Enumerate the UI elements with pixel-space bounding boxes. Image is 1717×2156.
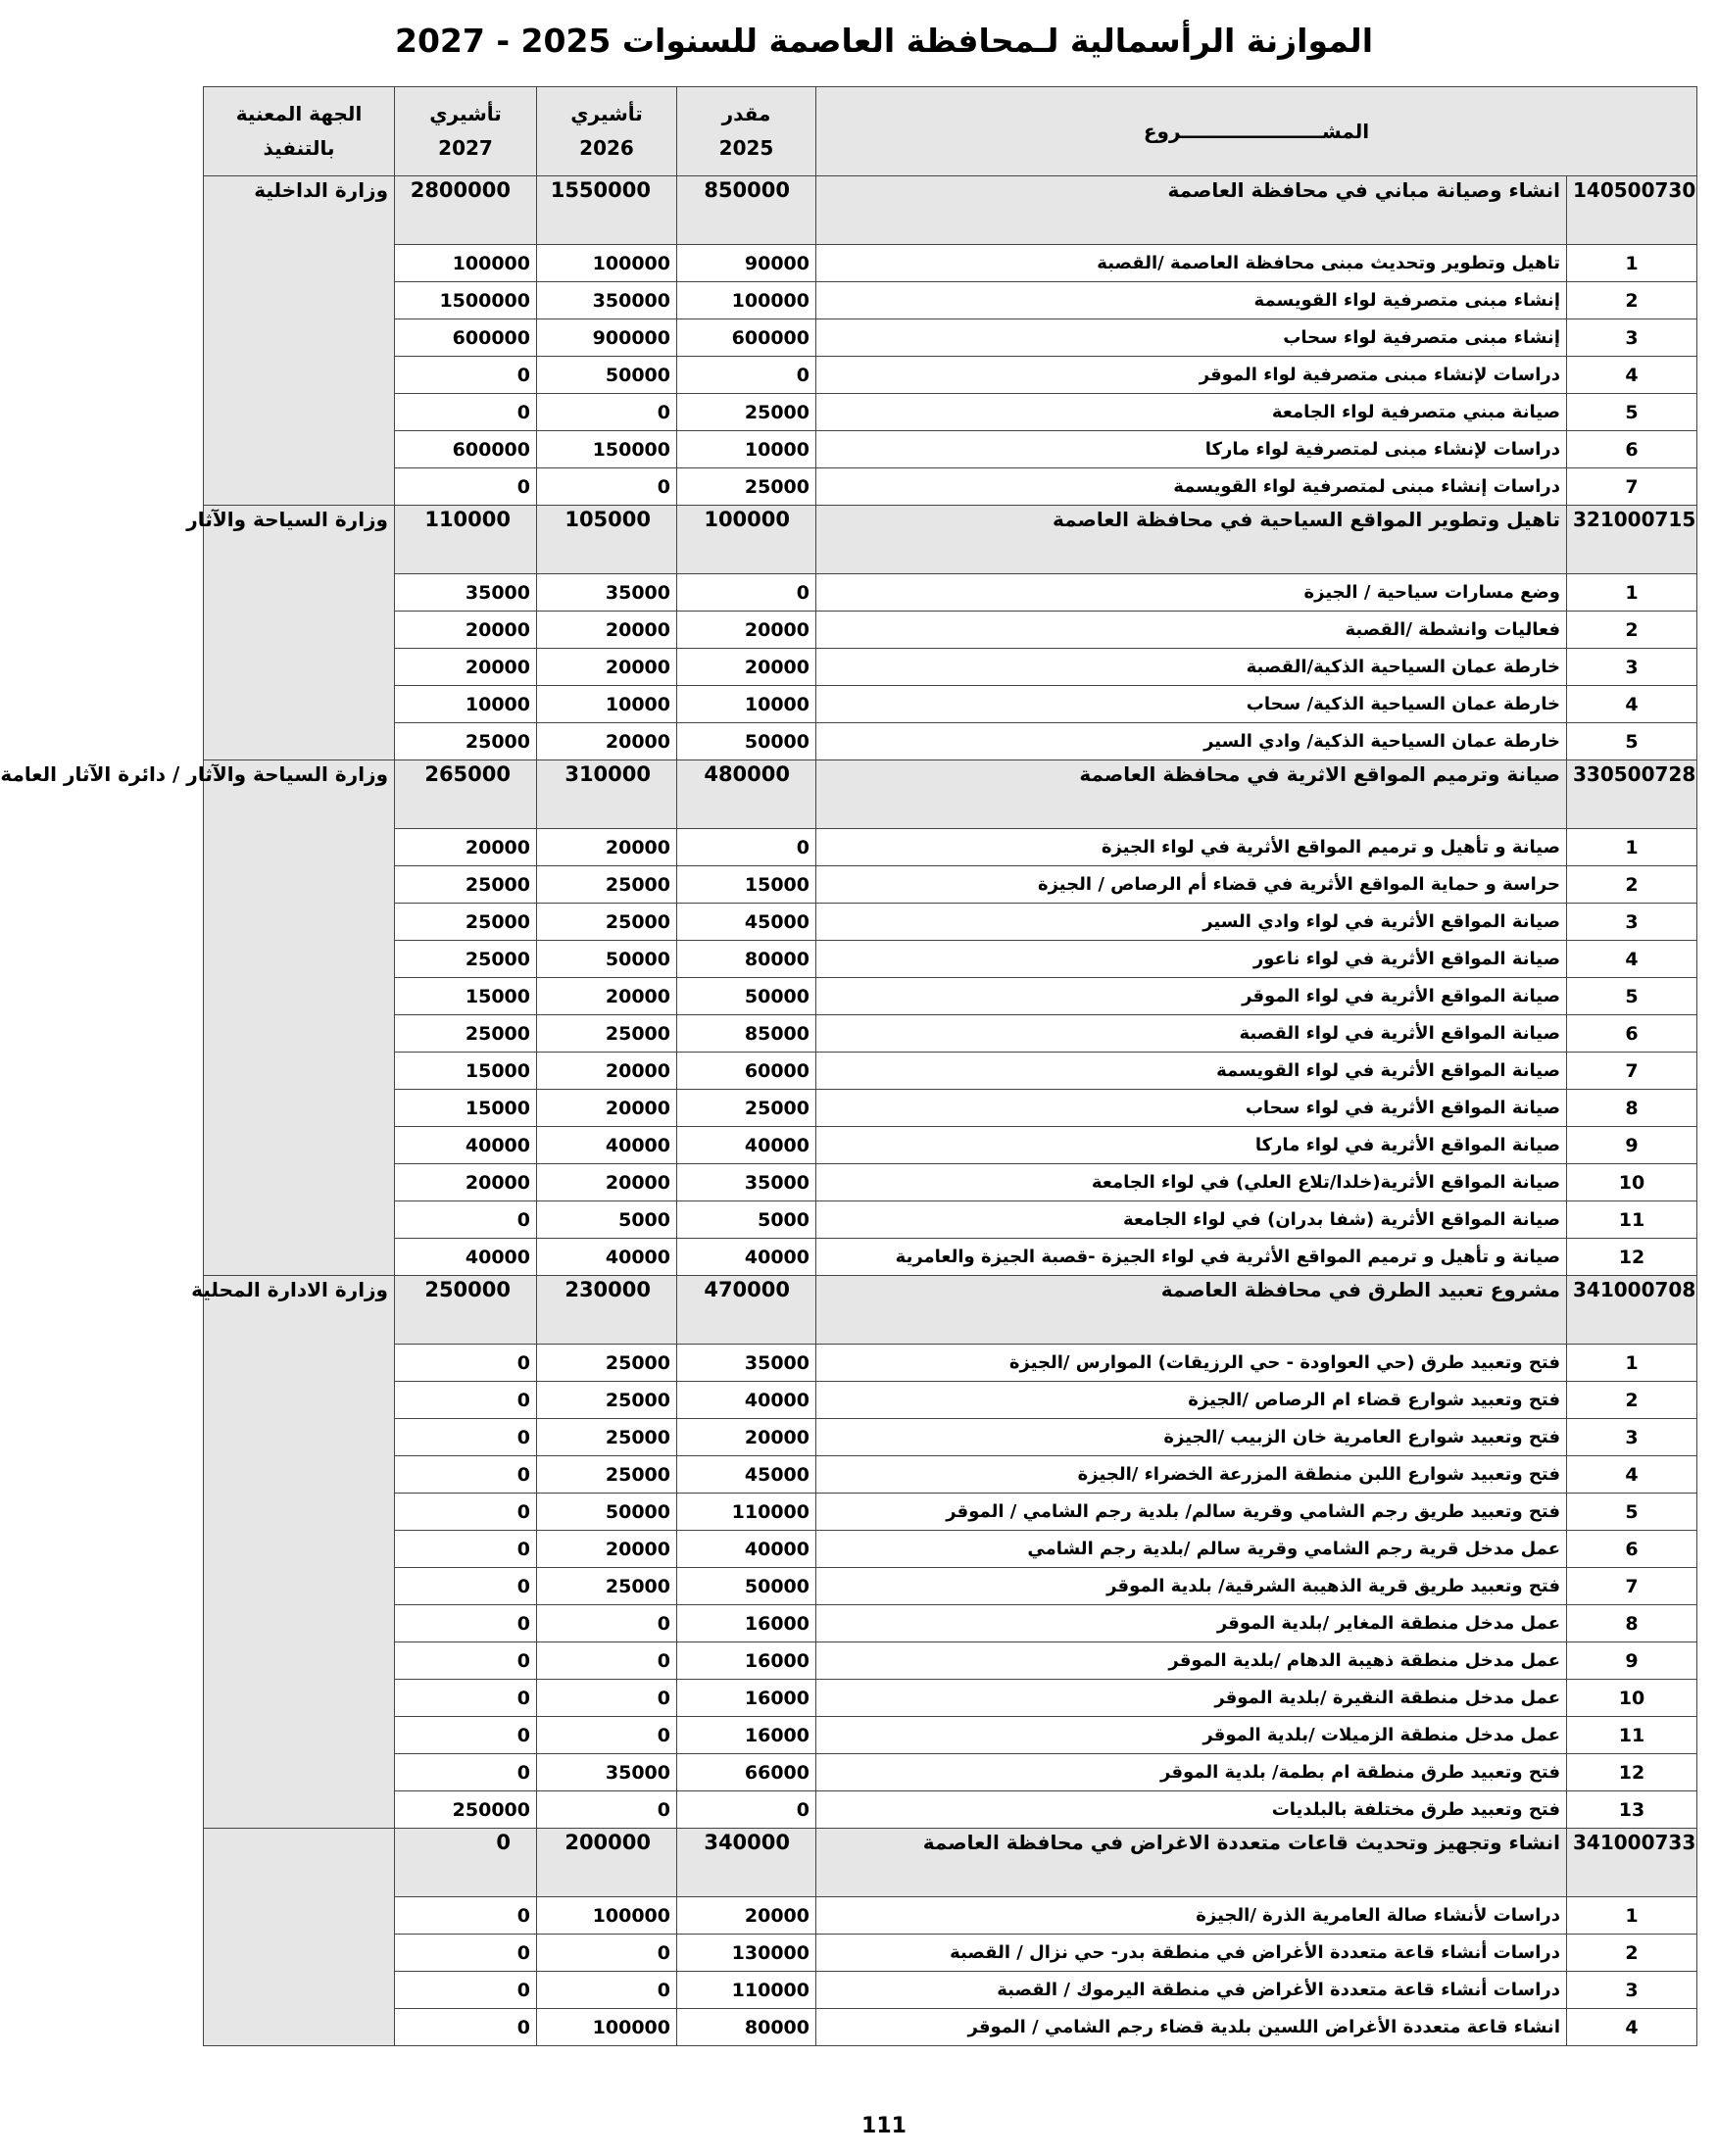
project-y2025: 470000 (677, 1276, 816, 1345)
item-name: صيانة المواقع الأثرية في لواء الموقر (816, 978, 1567, 1015)
item-row (204, 245, 1697, 282)
item-y2026: 35000 (537, 574, 677, 612)
item-number: 1 (1567, 1345, 1697, 1382)
item-name: فتح وتعبيد طرق (حي العواودة - حي الرزيقات) الموارس /الجيزة (816, 1345, 1567, 1382)
item-y2027: 0 (395, 1345, 537, 1382)
project-row (204, 506, 1697, 574)
item-number: 1 (1567, 829, 1697, 866)
item-number: 5 (1567, 978, 1697, 1015)
item-y2026: 20000 (537, 723, 677, 760)
item-y2026: 350000 (537, 282, 677, 319)
item-name: دراسات أنشاء قاعة متعددة الأغراض في منطقة بدر- حي نزال / القصبة (816, 1935, 1567, 1972)
item-y2027: 100000 (395, 245, 537, 282)
item-y2027: 10000 (395, 686, 537, 723)
item-y2026: 25000 (537, 1382, 677, 1419)
item-row (204, 612, 1697, 649)
item-number: 4 (1567, 1456, 1697, 1494)
item-name: دراسات لأنشاء صالة العامرية الذرة /الجيزة (816, 1897, 1567, 1935)
project-code: 321000715 (1567, 506, 1697, 574)
item-y2025: 16000 (677, 1642, 816, 1680)
item-y2025: 10000 (677, 686, 816, 723)
item-y2025: 25000 (677, 468, 816, 506)
item-y2027: 20000 (395, 829, 537, 866)
item-y2025: 0 (677, 1791, 816, 1829)
item-name: فعاليات وانشطة /القصبة (816, 612, 1567, 649)
item-name: فتح وتعبيد شوارع قضاء ام الرصاص /الجيزة (816, 1382, 1567, 1419)
item-name: صيانة المواقع الأثرية في لواء ماركا (816, 1127, 1567, 1164)
item-y2025: 0 (677, 574, 816, 612)
item-row (204, 1568, 1697, 1605)
item-number: 9 (1567, 1127, 1697, 1164)
item-number: 3 (1567, 649, 1697, 686)
item-y2026: 20000 (537, 978, 677, 1015)
item-y2025: 85000 (677, 1015, 816, 1053)
item-name: صيانة المواقع الأثرية في لواء القصبة (816, 1015, 1567, 1053)
item-y2026: 25000 (537, 1568, 677, 1605)
item-y2025: 50000 (677, 978, 816, 1015)
item-y2027: 20000 (395, 649, 537, 686)
item-y2026: 0 (537, 468, 677, 506)
item-name: دراسات أنشاء قاعة متعددة الأغراض في منطقة اليرموك / القصبة (816, 1972, 1567, 2009)
item-y2026: 40000 (537, 1127, 677, 1164)
item-name: خارطة عمان السياحية الذكية/ وادي السير (816, 723, 1567, 760)
item-name: صيانة مبني متصرفية لواء الجامعة (816, 394, 1567, 431)
item-y2027: 25000 (395, 904, 537, 941)
item-row (204, 1642, 1697, 1680)
item-name: إنشاء مبنى متصرفية لواء القويسمة (816, 282, 1567, 319)
item-number: 2 (1567, 866, 1697, 904)
item-y2026: 50000 (537, 941, 677, 978)
item-name: فتح وتعبيد شوارع العامرية خان الزبيب /الجيزة (816, 1419, 1567, 1456)
item-y2027: 0 (395, 1754, 537, 1791)
item-y2027: 0 (395, 1494, 537, 1531)
item-y2026: 20000 (537, 612, 677, 649)
item-name: صيانة المواقع الأثرية (شفا بدران) في لواء الجامعة (816, 1201, 1567, 1239)
item-y2025: 60000 (677, 1053, 816, 1090)
item-y2026: 20000 (537, 1053, 677, 1090)
item-y2027: 25000 (395, 866, 537, 904)
item-y2027: 0 (395, 1935, 537, 1972)
item-number: 1 (1567, 245, 1697, 282)
item-name: دراسات لإنشاء مبنى لمتصرفية لواء ماركا (816, 431, 1567, 468)
item-row (204, 1201, 1697, 1239)
item-y2026: 100000 (537, 245, 677, 282)
item-y2027: 0 (395, 1642, 537, 1680)
item-number: 3 (1567, 1419, 1697, 1456)
item-y2027: 0 (395, 1605, 537, 1642)
project-entity: وزارة السياحة والآثار / دائرة الآثار العامة (204, 760, 395, 1276)
item-row (204, 282, 1697, 319)
item-number: 3 (1567, 1972, 1697, 2009)
item-row (204, 904, 1697, 941)
item-y2025: 20000 (677, 1897, 816, 1935)
project-code: 341000708 (1567, 1276, 1697, 1345)
item-y2027: 20000 (395, 612, 537, 649)
item-y2027: 0 (395, 394, 537, 431)
project-name: صيانة وترميم المواقع الاثرية في محافظة العاصمة (816, 760, 1567, 829)
project-y2026: 310000 (537, 760, 677, 829)
item-y2026: 100000 (537, 2009, 677, 2046)
item-y2027: 0 (395, 1897, 537, 1935)
item-number: 10 (1567, 1164, 1697, 1201)
item-y2025: 16000 (677, 1717, 816, 1754)
project-row (204, 1829, 1697, 1897)
item-y2026: 20000 (537, 1164, 677, 1201)
item-row (204, 1164, 1697, 1201)
item-row (204, 1015, 1697, 1053)
item-number: 8 (1567, 1605, 1697, 1642)
item-name: عمل مدخل منطقة النقيرة /بلدية الموقر (816, 1680, 1567, 1717)
item-name: فتح وتعبيد طرق منطقة ام بطمة/ بلدية الموقر (816, 1754, 1567, 1791)
item-row (204, 1494, 1697, 1531)
project-y2027: 110000 (395, 506, 537, 574)
item-y2027: 0 (395, 1201, 537, 1239)
project-entity: وزارة الداخلية (204, 176, 395, 506)
item-y2025: 130000 (677, 1935, 816, 1972)
item-number: 12 (1567, 1754, 1697, 1791)
item-y2025: 110000 (677, 1972, 816, 2009)
item-name: تاهيل وتطوير وتحديث مبنى محافظة العاصمة /القصبة (816, 245, 1567, 282)
item-row (204, 1754, 1697, 1791)
item-y2025: 40000 (677, 1239, 816, 1276)
item-y2027: 15000 (395, 1090, 537, 1127)
item-y2025: 45000 (677, 1456, 816, 1494)
project-name: مشروع تعبيد الطرق في محافظة العاصمة (816, 1276, 1567, 1345)
item-y2026: 0 (537, 1791, 677, 1829)
item-name: عمل مدخل منطقة ذهيبة الدهام /بلدية الموقر (816, 1642, 1567, 1680)
item-y2026: 0 (537, 1935, 677, 1972)
item-number: 6 (1567, 1531, 1697, 1568)
project-y2026: 105000 (537, 506, 677, 574)
item-row (204, 829, 1697, 866)
item-row (204, 1531, 1697, 1568)
item-name: خارطة عمان السياحية الذكية/القصبة (816, 649, 1567, 686)
project-y2026: 1550000 (537, 176, 677, 245)
item-y2025: 50000 (677, 1568, 816, 1605)
item-row (204, 1897, 1697, 1935)
item-y2025: 35000 (677, 1345, 816, 1382)
item-name: صيانة المواقع الأثرية في لواء القويسمة (816, 1053, 1567, 1090)
item-y2026: 50000 (537, 1494, 677, 1531)
item-y2027: 35000 (395, 574, 537, 612)
item-name: فتح وتعبيد طريق قرية الذهيبة الشرقية/ بلدية الموقر (816, 1568, 1567, 1605)
item-name: عمل مدخل منطقة المغاير /بلدية الموقر (816, 1605, 1567, 1642)
item-number: 4 (1567, 357, 1697, 394)
project-y2026: 200000 (537, 1829, 677, 1897)
item-number: 11 (1567, 1201, 1697, 1239)
item-row (204, 1382, 1697, 1419)
item-y2026: 0 (537, 1717, 677, 1754)
item-name: صيانة و تأهيل و ترميم المواقع الأثرية في لواء الجيزة -قصبة الجيزة والعامرية (816, 1239, 1567, 1276)
item-y2025: 15000 (677, 866, 816, 904)
item-y2026: 0 (537, 1972, 677, 2009)
item-y2025: 40000 (677, 1531, 816, 1568)
item-name: إنشاء مبنى متصرفية لواء سحاب (816, 319, 1567, 357)
item-y2027: 40000 (395, 1127, 537, 1164)
item-number: 10 (1567, 1680, 1697, 1717)
item-y2027: 600000 (395, 319, 537, 357)
project-y2025: 340000 (677, 1829, 816, 1897)
item-y2027: 600000 (395, 431, 537, 468)
project-code: 341000733 (1567, 1829, 1697, 1897)
item-y2026: 25000 (537, 866, 677, 904)
item-row (204, 1127, 1697, 1164)
item-row (204, 1239, 1697, 1276)
item-y2027: 0 (395, 1382, 537, 1419)
item-y2025: 35000 (677, 1164, 816, 1201)
item-y2027: 0 (395, 1456, 537, 1494)
item-row (204, 319, 1697, 357)
item-row (204, 431, 1697, 468)
project-y2027: 265000 (395, 760, 537, 829)
item-name: دراسات لإنشاء مبنى متصرفية لواء الموقر (816, 357, 1567, 394)
item-name: خارطة عمان السياحية الذكية/ سحاب (816, 686, 1567, 723)
item-row (204, 1605, 1697, 1642)
item-y2027: 0 (395, 2009, 537, 2046)
item-name: عمل مدخل منطقة الزميلات /بلدية الموقر (816, 1717, 1567, 1754)
item-y2025: 16000 (677, 1680, 816, 1717)
item-y2026: 10000 (537, 686, 677, 723)
header-entity: الجهة المعنية بالتنفيذ (204, 87, 395, 176)
item-y2026: 100000 (537, 1897, 677, 1935)
item-row (204, 649, 1697, 686)
project-code: 330500728 (1567, 760, 1697, 829)
item-number: 7 (1567, 1053, 1697, 1090)
item-y2025: 80000 (677, 2009, 816, 2046)
project-entity: وزارة السياحة والآثار (204, 506, 395, 760)
item-number: 4 (1567, 941, 1697, 978)
item-number: 6 (1567, 431, 1697, 468)
item-y2025: 0 (677, 829, 816, 866)
project-y2027: 0 (395, 1829, 537, 1897)
item-y2025: 20000 (677, 1419, 816, 1456)
item-row (204, 1090, 1697, 1127)
item-row (204, 978, 1697, 1015)
project-row (204, 760, 1697, 829)
project-y2025: 480000 (677, 760, 816, 829)
item-row (204, 723, 1697, 760)
item-number: 7 (1567, 1568, 1697, 1605)
item-y2025: 25000 (677, 394, 816, 431)
item-number: 2 (1567, 282, 1697, 319)
item-number: 7 (1567, 468, 1697, 506)
item-number: 1 (1567, 574, 1697, 612)
project-name: تاهيل وتطوير المواقع السياحية في محافظة العاصمة (816, 506, 1567, 574)
item-y2026: 150000 (537, 431, 677, 468)
item-y2025: 45000 (677, 904, 816, 941)
item-number: 1 (1567, 1897, 1697, 1935)
item-row (204, 1345, 1697, 1382)
project-code: 140500730 (1567, 176, 1697, 245)
item-y2025: 20000 (677, 649, 816, 686)
item-number: 6 (1567, 1015, 1697, 1053)
item-y2027: 15000 (395, 1053, 537, 1090)
item-y2025: 0 (677, 357, 816, 394)
item-y2025: 600000 (677, 319, 816, 357)
item-y2026: 0 (537, 1642, 677, 1680)
item-number: 12 (1567, 1239, 1697, 1276)
project-entity (204, 1829, 395, 2046)
item-name: دراسات إنشاء مبنى لمتصرفية لواء القويسمة (816, 468, 1567, 506)
item-number: 5 (1567, 394, 1697, 431)
header-y2025: مقدر 2025 (677, 87, 816, 176)
item-row (204, 574, 1697, 612)
item-name: فتح وتعبيد طرق مختلفة بالبلديات (816, 1791, 1567, 1829)
item-y2027: 0 (395, 1531, 537, 1568)
item-row (204, 357, 1697, 394)
item-name: عمل مدخل قرية رجم الشامي وقرية سالم /بلدية رجم الشامي (816, 1531, 1567, 1568)
item-row (204, 1456, 1697, 1494)
item-number: 2 (1567, 1935, 1697, 1972)
budget-table (0, 86, 1697, 2046)
project-row (204, 1276, 1697, 1345)
project-name: انشاء وتجهيز وتحديث قاعات متعددة الاغراض في محافظة العاصمة (816, 1829, 1567, 1897)
item-name: انشاء قاعة متعددة الأغراض اللسين بلدية قضاء رجم الشامي / الموقر (816, 2009, 1567, 2046)
item-y2025: 10000 (677, 431, 816, 468)
item-y2025: 16000 (677, 1605, 816, 1642)
project-y2025: 850000 (677, 176, 816, 245)
project-y2026: 230000 (537, 1276, 677, 1345)
item-y2025: 40000 (677, 1382, 816, 1419)
item-row (204, 394, 1697, 431)
project-entity: وزارة الادارة المحلية (204, 1276, 395, 1829)
item-number: 2 (1567, 612, 1697, 649)
item-name: وضع مسارات سياحية / الجيزة (816, 574, 1567, 612)
item-y2025: 40000 (677, 1127, 816, 1164)
item-y2025: 100000 (677, 282, 816, 319)
item-y2026: 5000 (537, 1201, 677, 1239)
item-y2027: 25000 (395, 941, 537, 978)
item-number: 9 (1567, 1642, 1697, 1680)
item-y2025: 25000 (677, 1090, 816, 1127)
item-row (204, 1053, 1697, 1090)
item-y2027: 20000 (395, 1164, 537, 1201)
item-name: صيانة المواقع الأثرية في لواء سحاب (816, 1090, 1567, 1127)
item-y2025: 90000 (677, 245, 816, 282)
item-y2025: 110000 (677, 1494, 816, 1531)
item-name: صيانة و تأهيل و ترميم المواقع الأثرية في لواء الجيزة (816, 829, 1567, 866)
project-row (204, 176, 1697, 245)
item-number: 3 (1567, 319, 1697, 357)
item-row (204, 1791, 1697, 1829)
item-y2027: 0 (395, 1419, 537, 1456)
project-y2025: 100000 (677, 506, 816, 574)
item-y2027: 0 (395, 1568, 537, 1605)
item-number: 3 (1567, 904, 1697, 941)
item-number: 11 (1567, 1717, 1697, 1754)
item-y2027: 0 (395, 1717, 537, 1754)
item-y2027: 250000 (395, 1791, 537, 1829)
item-row (204, 686, 1697, 723)
item-number: 4 (1567, 686, 1697, 723)
item-y2027: 0 (395, 1972, 537, 2009)
item-name: صيانة المواقع الأثرية في لواء ناعور (816, 941, 1567, 978)
item-row (204, 866, 1697, 904)
item-number: 13 (1567, 1791, 1697, 1829)
item-y2027: 25000 (395, 723, 537, 760)
item-y2026: 0 (537, 1605, 677, 1642)
item-y2025: 20000 (677, 612, 816, 649)
item-y2025: 5000 (677, 1201, 816, 1239)
item-name: فتح وتعبيد شوارع اللبن منطقة المزرعة الخضراء /الجيزة (816, 1456, 1567, 1494)
table-header-row (204, 87, 1697, 176)
project-y2027: 250000 (395, 1276, 537, 1345)
item-y2025: 66000 (677, 1754, 816, 1791)
item-y2026: 25000 (537, 904, 677, 941)
item-y2026: 25000 (537, 1015, 677, 1053)
item-number: 2 (1567, 1382, 1697, 1419)
item-y2026: 0 (537, 394, 677, 431)
item-y2027: 25000 (395, 1015, 537, 1053)
item-y2026: 35000 (537, 1754, 677, 1791)
item-y2026: 20000 (537, 829, 677, 866)
item-number: 5 (1567, 723, 1697, 760)
item-name: صيانة المواقع الأثرية(خلدا/تلاع العلي) في لواء الجامعة (816, 1164, 1567, 1201)
item-y2027: 0 (395, 468, 537, 506)
item-y2026: 20000 (537, 1531, 677, 1568)
item-row (204, 1935, 1697, 1972)
item-y2027: 15000 (395, 978, 537, 1015)
item-y2026: 20000 (537, 1090, 677, 1127)
page-title: الموازنة الرأسمالية لـمحافظة العاصمة للسنوات 2025 - 2027 (394, 22, 1374, 60)
item-row (204, 1419, 1697, 1456)
item-row (204, 1680, 1697, 1717)
item-y2027: 0 (395, 357, 537, 394)
item-row (204, 468, 1697, 506)
item-number: 5 (1567, 1494, 1697, 1531)
item-y2026: 25000 (537, 1345, 677, 1382)
item-y2026: 900000 (537, 319, 677, 357)
item-y2027: 40000 (395, 1239, 537, 1276)
item-y2026: 0 (537, 1680, 677, 1717)
item-row (204, 941, 1697, 978)
item-y2026: 25000 (537, 1419, 677, 1456)
header-y2026: تأشيري 2026 (537, 87, 677, 176)
item-y2027: 1500000 (395, 282, 537, 319)
item-row (204, 2009, 1697, 2046)
item-y2026: 25000 (537, 1456, 677, 1494)
item-number: 4 (1567, 2009, 1697, 2046)
project-name: انشاء وصيانة مباني في محافظة العاصمة (816, 176, 1567, 245)
page-number: 111 (861, 2114, 907, 2138)
item-y2026: 50000 (537, 357, 677, 394)
item-row (204, 1972, 1697, 2009)
item-y2027: 0 (395, 1680, 537, 1717)
header-project: المشـــــــــــــــــــــروع (816, 87, 1697, 176)
item-y2026: 40000 (537, 1239, 677, 1276)
item-y2025: 80000 (677, 941, 816, 978)
item-name: حراسة و حماية المواقع الأثرية في قضاء أم الرصاص / الجيزة (816, 866, 1567, 904)
item-name: صيانة المواقع الأثرية في لواء وادي السير (816, 904, 1567, 941)
item-y2026: 20000 (537, 649, 677, 686)
project-y2027: 2800000 (395, 176, 537, 245)
item-name: فتح وتعبيد طريق رجم الشامي وقرية سالم/ بلدية رجم الشامي / الموقر (816, 1494, 1567, 1531)
header-y2027: تأشيري 2027 (395, 87, 537, 176)
item-number: 8 (1567, 1090, 1697, 1127)
item-y2025: 50000 (677, 723, 816, 760)
item-row (204, 1717, 1697, 1754)
